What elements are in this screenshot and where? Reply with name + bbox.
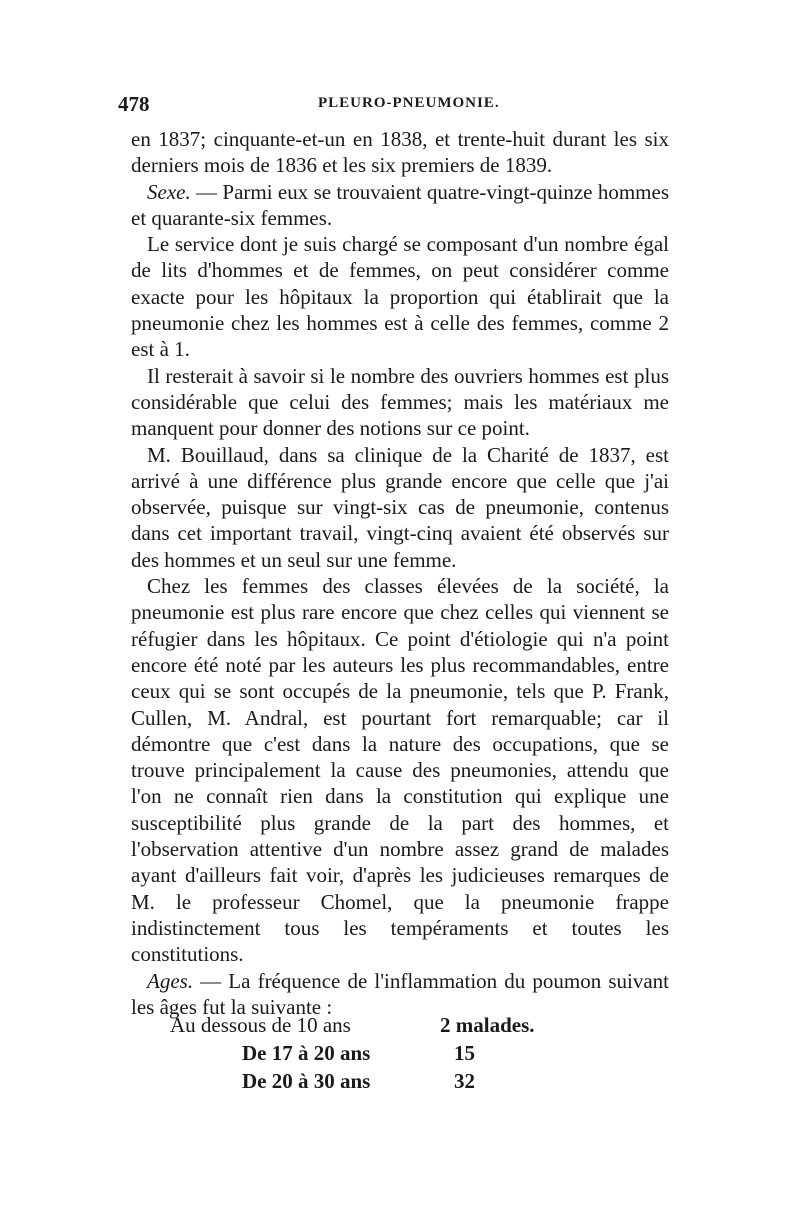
age-count: 15	[454, 1041, 475, 1065]
age-count: 32	[454, 1069, 475, 1093]
paragraph-bouillaud: M. Bouillaud, dans sa clinique de la Charité de 1837, est arrivé à une différence plus grande encore que celle que j'ai observée, puisque sur vingt-six cas de pneumonie, contenus dans cet important travail, vingt-cinq avaient été observés sur des hommes et un seul sur une femme.	[131, 442, 669, 572]
age-row	[170, 1069, 590, 1097]
paragraph-sexe: Sexe. — Parmi eux se trouvaient quatre-vingt-quinze hommes et quarante-six femmes.	[131, 179, 669, 230]
age-range: De 17 à 20 ans	[242, 1041, 371, 1065]
paragraph-classes-elevees: Chez les femmes des classes élevées de la société, la pneumonie est plus rare encore que chez celles qui viennent se réfugier dans les hôpitaux. Ce point d'étiologie qui n'a point encore été noté par les auteurs les plus recommandables, entre ceux qui se sont occupés de la pneumonie, tels que P. Frank, Cullen, M. Andral, est pourtant fort remarquable; car il démontre que c'est dans la nature des occupations, que se trouve principalement la cause des pneumonies, attendu que l'on ne connaît rien dans la constitution qui explique une susceptibilité plus grande de la part des hommes, et l'observation attentive d'un nombre assez grand de malades ayant d'ailleurs fait voir, d'après les judicieuses remarques de M. le professeur Chomel, que la pneumonie frappe indistinctement tous les tempéraments et toutes les constitutions.	[131, 574, 669, 967]
running-title: PLEURO-PNEUMONIE.	[318, 95, 500, 111]
age-count: 2 malades.	[440, 1013, 535, 1037]
paragraph-ages: Ages. — La fréquence de l'inflammation du poumon suivant les âges fut la suivante :	[131, 968, 669, 1019]
section-label-ages: Ages.	[147, 968, 194, 993]
age-range: De 20 à 30 ans	[242, 1069, 371, 1093]
age-table	[170, 1013, 590, 1097]
page-number: 478	[118, 92, 150, 116]
age-row	[170, 1013, 590, 1041]
age-row	[170, 1041, 590, 1069]
paragraph-service: Le service dont je suis chargé se composant d'un nombre égal de lits d'hommes et de femmes, on peut considérer comme exacte pour les hôpitaux la proportion qui établirait que la pneumonie chez les hommes est à celle des femmes, comme 2 est à 1.	[131, 232, 669, 362]
age-range: Au dessous de 10 ans	[170, 1013, 351, 1037]
body-text	[131, 126, 669, 1020]
page-header	[118, 92, 673, 114]
section-label-sexe: Sexe.	[147, 179, 191, 204]
paragraph-ouvriers: Il resterait à savoir si le nombre des ouvriers hommes est plus considérable que celui des femmes; mais les matériaux me manquent pour donner des notions sur ce point.	[131, 363, 669, 441]
paragraph-continuation: en 1837; cinquante-et-un en 1838, et trente-huit durant les six derniers mois de 1836 et les six premiers de 1839.	[131, 127, 669, 178]
